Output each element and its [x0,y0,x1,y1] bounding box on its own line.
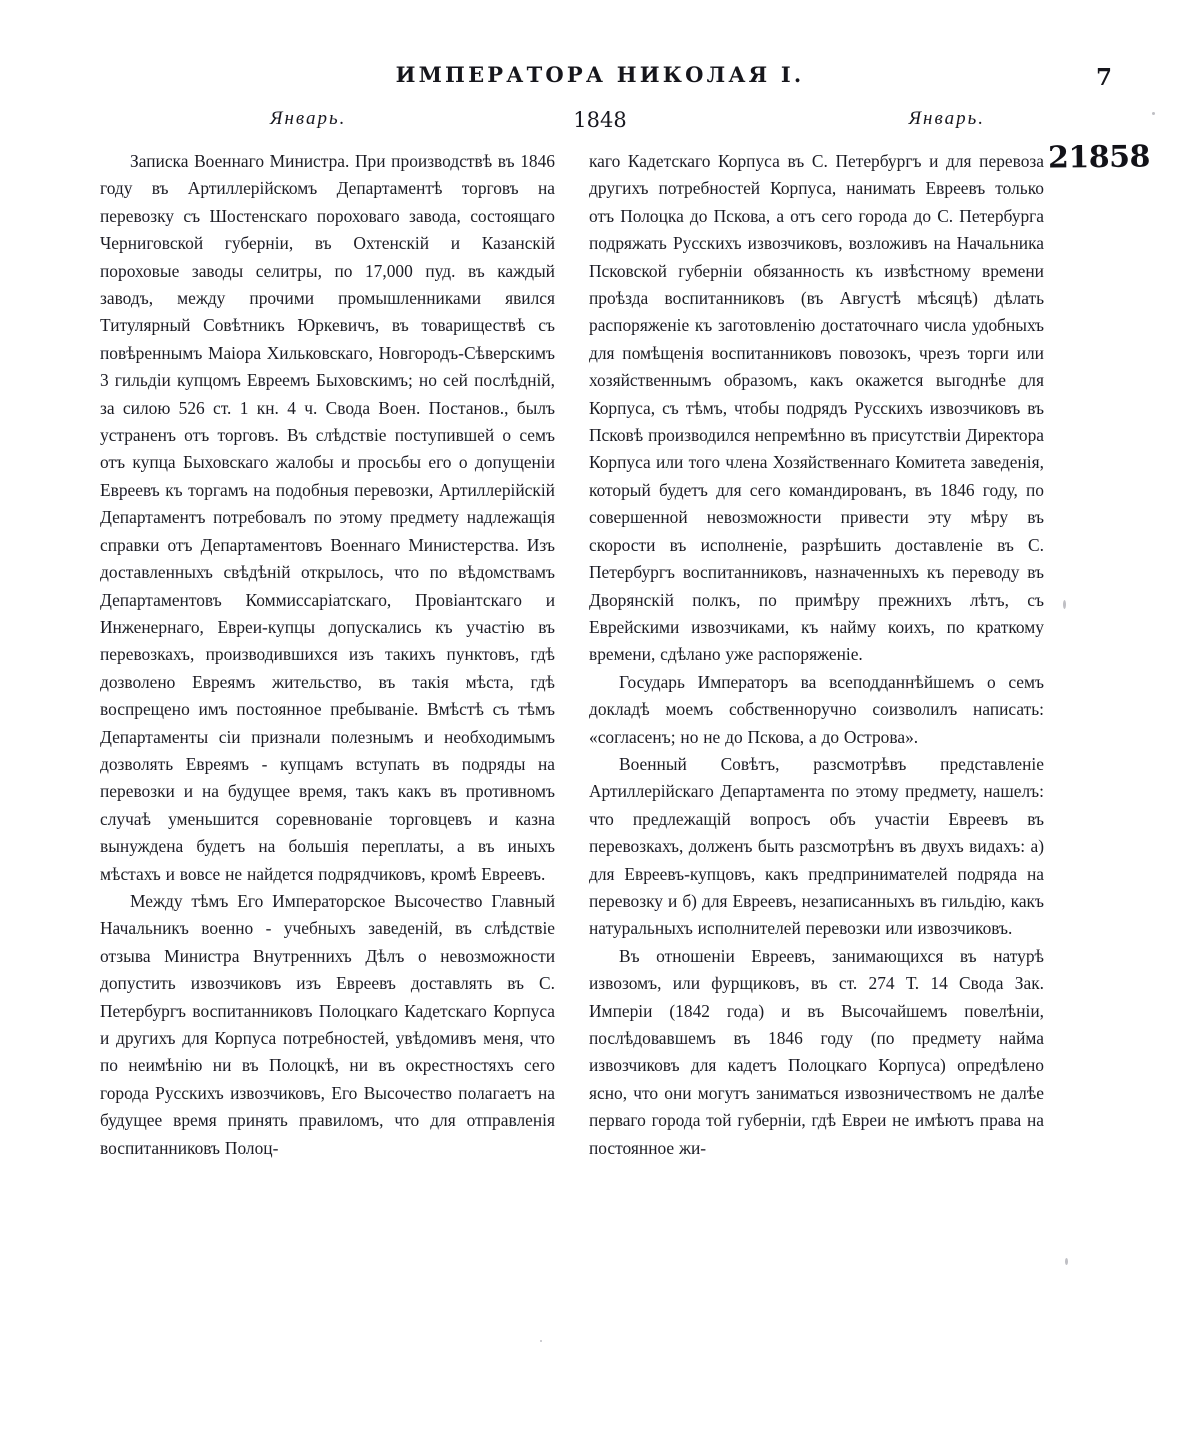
year-label: 1848 [573,108,627,132]
column-left [100,148,555,1408]
text-columns [100,148,1100,1408]
paragraph: Между тѣмъ Его Императорское Высочество Главный Начальникъ военно - учебныхъ заведеній, въ слѣдствіе отзыва Министра Внутреннихъ Дѣлъ о невозможности допустить извозчиковъ изъ Евреевъ доставлять въ С. Петербургъ воспитанниковъ Полоцкаго Кадетскаго Корпуса и другихъ для Корпуса потребностей, увѣдомивъ меня, что по неимѣнію ни въ Полоцкѣ, ни въ окрестностяхъ сего города Русскихъ извозчиковъ, Его Высочество полагаетъ на будущее время принять правиломъ, что для отправленія воспитанниковъ Полоц- [100,890,555,1158]
page-header [0,62,1200,87]
scan-speck [1152,112,1155,115]
paragraph: Записка Военнаго Министра. При производствѣ въ 1846 году въ Артиллерійскомъ Департаментѣ торговъ на перевозку съ Шостенскаго пороховаго завода, состоящаго Черниговской губерніи, въ Охтенскій и Казанскій пороховые заводы селитры, по 17,000 пуд. въ каждый заводъ, между прочими промышленниками явился Титулярный Совѣтникъ Юркевичъ, въ товариществѣ съ повѣреннымъ Маіора Хильковскаго, Новгородъ-Сѣверскимъ 3 гильдіи купцомъ Евреемъ Быховскимъ; но сей послѣдній, за силою 526 ст. 1 кн. 4 ч. Свода Воен. Постанов., былъ устраненъ отъ торговъ. Въ слѣдствіе поступившей о семъ отъ купца Быховскаго жалобы и просьбы его о допущеніи Евреевъ къ торгамъ на подобныя перевозки, Артиллерійскій Департаментъ потребовалъ по этому предмету надлежащія справки отъ Департаментовъ Военнаго Министерства. Изъ доставленныхъ свѣдѣній открылось, что по вѣдомствамъ Департаментовъ Коммиссаріатскаго, Провіантскаго и Инженернаго, Евреи-купцы допускались къ участію въ перевозкахъ, производившихся изъ такихъ пунктовъ, гдѣ дозволено Евреямъ жительство, въ такія мѣста, гдѣ воспрещено имъ постоянное пребываніе. Вмѣстѣ съ тѣмъ Департаменты сіи признали полезнымъ и необходимымъ дозволять Евреямъ - купцамъ вступать въ подряды на перевозки и на будущее время, такъ какъ въ противномъ случаѣ уменьшится соревнованіе торговцевъ и казна вынуждена будетъ на большія переплаты, а въ иныхъ мѣстахъ и вовсе не найдется подрядчиковъ, кромѣ Евреевъ. [100,151,555,884]
archive-stamp-number: 21858 [1047,139,1151,176]
date-subheader [105,108,1095,136]
paragraph: каго Кадетскаго Корпуса въ С. Петербургъ и для перевоза другихъ потребностей Корпуса, нанимать Евреевъ только отъ Полоцка до Пскова, а отъ сего города до С. Петербурга подряжать Русскихъ извозчиковъ, возложивъ на Начальника Псковской губерніи обязанность къ извѣстному времени проѣзда воспитанниковъ (въ Августѣ мѣсяцѣ) дѣлать распоряженіе къ заготовленію достаточнаго числа удобныхъ для помѣщенія воспитанниковъ повозокъ, чрезъ торги или хозяйственнымъ образомъ, какъ окажется выгоднѣе для Корпуса, съ тѣмъ, чтобы подрядъ Русскихъ извозчиковъ въ Псковѣ производился непремѣнно въ присутствіи Директора Корпуса или того члена Хозяйственнаго Комитета заведенія, который будетъ для сего командированъ, въ 1846 году, по совершенной невозможности привести эту мѣру въ скорости въ исполненіе, разрѣшить доставленіе въ С. Петербургъ воспитанниковъ, назначенныхъ къ переводу въ Дворянскій полкъ, по примѣру прежнихъ лѣтъ, съ Еврейскими извозчиками, къ найму коихъ, по краткому времени, сдѣлано уже распоряженіе. [589,151,1044,665]
scan-speck [1065,1258,1068,1265]
month-left: Январь. [270,108,347,129]
scan-speck [1063,600,1066,609]
column-right [589,148,1044,1408]
scan-speck [540,1340,542,1342]
paragraph: Военный Совѣтъ, разсмотрѣвъ представленіе Артиллерійскаго Департамента по этому предмету, нашелъ: что предлежащій вопросъ объ участіи Евреевъ въ перевозкахъ, долженъ быть разсмотрѣнъ въ двухъ видахъ: а) для Евреевъ-купцовъ, какъ предпринимателей подряда на перевозку и б) для Евреевъ, незаписанныхъ въ гильдію, какъ натуральныхъ исполнителей перевозки или извозчиковъ. [589,753,1044,939]
month-right: Январь. [908,108,985,129]
running-title: ИМПЕРАТОРА НИКОЛАЯ I. [395,62,805,87]
page-number: 7 [1095,64,1112,91]
paragraph: Въ отношеніи Евреевъ, занимающихся въ натурѣ извозомъ, или фурщиковъ, въ ст. 274 Т. 14 Свода Зак. Имперіи (1842 года) и въ Высочайшемъ повелѣніи, послѣдовавшемъ въ 1846 году (по предмету найма извозчиковъ для кадетъ Полоцкаго Корпуса) опредѣлено ясно, что они могутъ заниматься извозничествомъ не далѣе перваго города той губерніи, гдѣ Евреи не имѣютъ права на постоянное жи- [589,945,1044,1158]
paragraph: Государь Императоръ ва всеподданнѣйшемъ о семъ докладѣ моемъ собственноручно соизволилъ написать: «согласенъ; но не до Пскова, а до Острова». [589,671,1044,747]
